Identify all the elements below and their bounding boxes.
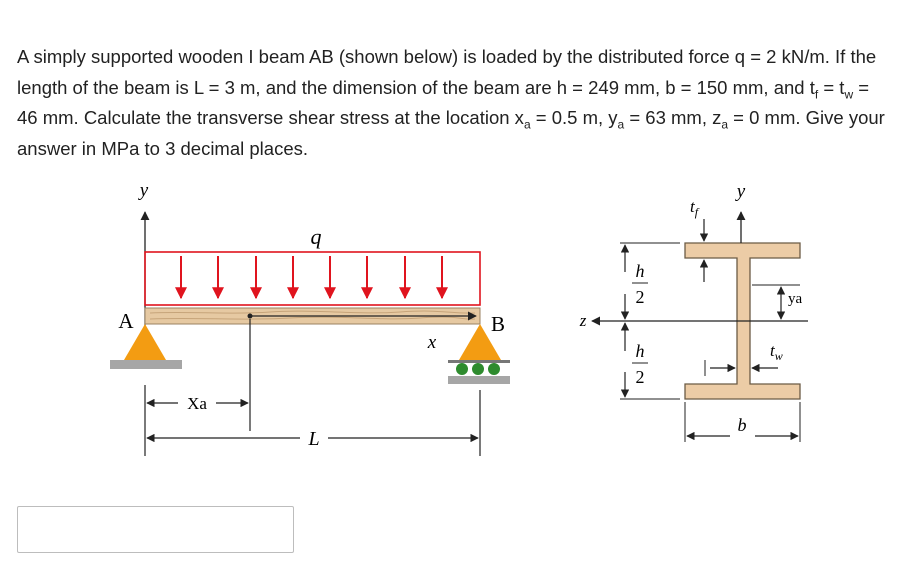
distributed-load: [145, 252, 480, 305]
tw-label: $t_w$: [770, 341, 783, 363]
point-a-label: A: [118, 309, 134, 333]
section-y-axis-label: y: [736, 181, 746, 202]
h-bottom-label: h: [635, 341, 645, 361]
two-top-label: 2: [635, 287, 645, 307]
tf-label: $t_f$: [690, 197, 699, 219]
y-axis-label: y: [139, 180, 149, 201]
l-label: L: [308, 428, 320, 450]
beam-diagram: [110, 180, 510, 456]
section-point: [248, 314, 253, 319]
x-axis-label: x: [427, 332, 437, 353]
question-text: A simply supported wooden I beam AB (shown below) is loaded by the distributed force q = 2 kN/m. If the length of the beam is L = 3 m, and the dimension of the beam are h = 249 mm, b = 150 mm, and $t_f = t_w = 46$ mm. Calculate the transverse shear stress at the location $x_a = 0.5$ m, $y_a = 63$ mm, $z_a = 0$ mm. Give your answer in MPa to 3 decimal places.: [17, 46, 885, 159]
two-bottom-label: 2: [635, 367, 645, 387]
point-b-label: B: [490, 312, 506, 336]
z-axis-label: z: [579, 311, 587, 330]
load-label: q: [310, 224, 322, 249]
ya-label: ya: [788, 291, 803, 307]
h-top-label: h: [635, 261, 645, 281]
answer-input[interactable]: [17, 506, 294, 553]
cross-section-diagram: [579, 181, 808, 442]
xa-label: Xa: [187, 394, 207, 413]
b-label: b: [737, 415, 747, 435]
